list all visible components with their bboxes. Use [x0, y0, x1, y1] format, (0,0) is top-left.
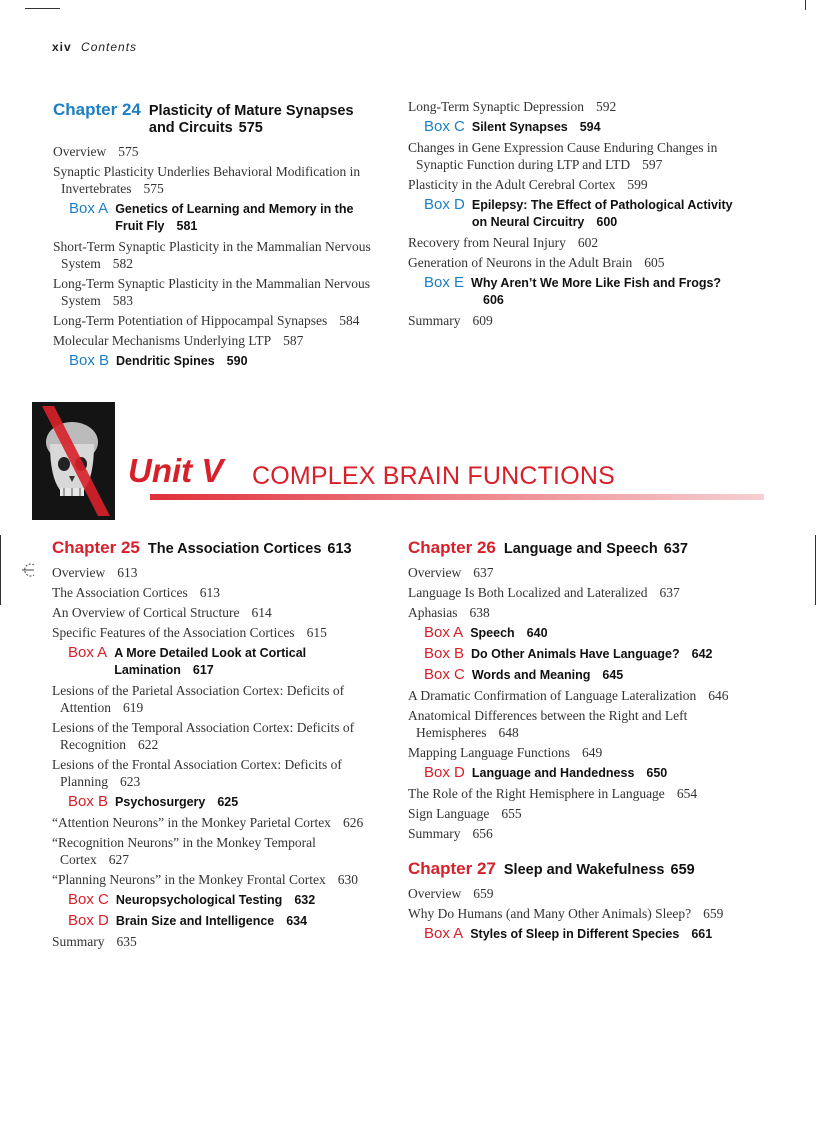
- unit-rule: [150, 494, 764, 500]
- page-ref: 642: [691, 647, 713, 661]
- chapter-label: Chapter 24: [53, 100, 141, 119]
- entry-title: Overview: [53, 144, 107, 159]
- box-title: Styles of Sleep in Different Species 661: [470, 927, 713, 941]
- page-ref: 635: [116, 934, 137, 949]
- page-ref: 599: [627, 177, 648, 192]
- toc-box-entry[interactable]: [424, 925, 738, 943]
- toc-entry[interactable]: [52, 682, 382, 716]
- toc-entry[interactable]: [408, 785, 738, 802]
- toc-entry[interactable]: [52, 604, 382, 621]
- chapter-heading: [52, 538, 382, 558]
- skull-image: [32, 402, 115, 520]
- toc-entry[interactable]: [53, 238, 383, 272]
- entry-title: Lesions of the Parietal Association Cortex: Deficits of Attention: [52, 683, 345, 715]
- page-ref: 634: [286, 914, 308, 928]
- box-label: Box E: [424, 274, 465, 291]
- page-ref: 630: [337, 872, 358, 887]
- box-label: Box D: [68, 912, 109, 929]
- toc-entry[interactable]: [52, 871, 382, 888]
- toc-entry[interactable]: [408, 312, 738, 329]
- toc-entry[interactable]: [53, 163, 383, 197]
- toc-box-entry[interactable]: [68, 912, 382, 930]
- entry-title: “Planning Neurons” in the Monkey Frontal Cortex: [52, 872, 326, 887]
- ch24-right-column: [408, 98, 738, 332]
- box-label: Box A: [69, 200, 109, 217]
- toc-list: [53, 143, 383, 370]
- page-ref: 594: [579, 120, 601, 134]
- page-ref: 587: [283, 333, 304, 348]
- box-title: Dendritic Spines 590: [116, 354, 248, 368]
- ch26-column: [408, 538, 738, 946]
- box-title: Psychosurgery 625: [115, 795, 239, 809]
- toc-entry[interactable]: [408, 604, 738, 621]
- top-rule: [25, 8, 60, 9]
- toc-entry[interactable]: [408, 905, 738, 922]
- entry-title: Language Is Both Localized and Lateralized: [408, 585, 648, 600]
- page-ref: 623: [120, 774, 141, 789]
- page-ref: 627: [108, 852, 129, 867]
- crop-mark: [805, 0, 806, 10]
- entry-title: Plasticity in the Adult Cerebral Cortex: [408, 177, 616, 192]
- toc-list: [52, 564, 382, 950]
- toc-entry[interactable]: [408, 805, 738, 822]
- page-ref: 592: [596, 99, 617, 114]
- chapter-title: The Association Cortices 613: [147, 541, 352, 557]
- page-ref: 622: [138, 737, 159, 752]
- chapter-title: Language and Speech 637: [503, 541, 688, 557]
- registration-mark-icon: [22, 563, 36, 577]
- entry-title: Lesions of the Frontal Association Cortex: Deficits of Planning: [52, 757, 342, 789]
- entry-title: Generation of Neurons in the Adult Brain: [408, 255, 633, 270]
- box-title: Words and Meaning 645: [471, 668, 624, 682]
- toc-entry[interactable]: [52, 719, 382, 753]
- page-ref: 645: [602, 668, 624, 682]
- page-number: xiv: [52, 40, 72, 54]
- chapter-heading: [408, 859, 738, 879]
- entry-title: The Association Cortices: [52, 585, 188, 600]
- toc-entry[interactable]: [52, 584, 382, 601]
- page-ref: 625: [217, 795, 239, 809]
- toc-list: [408, 564, 738, 842]
- page-ref: 626: [342, 815, 364, 830]
- toc-list: [408, 98, 738, 329]
- entry-title: Recovery from Neural Injury: [408, 235, 566, 250]
- toc-entry[interactable]: [408, 564, 738, 581]
- page-ref: 581: [176, 219, 198, 233]
- unit-title: COMPLEX BRAIN FUNCTIONS: [252, 462, 615, 490]
- toc-box-entry[interactable]: [69, 200, 383, 235]
- box-label: Box D: [424, 196, 465, 213]
- toc-entry[interactable]: [408, 825, 738, 842]
- toc-entry[interactable]: [408, 707, 738, 741]
- box-label: Box C: [68, 891, 109, 908]
- page-ref: 615: [306, 625, 327, 640]
- entry-title: Summary: [408, 826, 461, 841]
- page-ref: 649: [581, 745, 603, 760]
- toc-box-entry[interactable]: [424, 645, 738, 663]
- page-ref: 597: [642, 157, 663, 172]
- page-ref: 656: [472, 826, 493, 841]
- toc-entry[interactable]: [408, 885, 738, 902]
- toc-box-entry[interactable]: [424, 196, 738, 231]
- page-ref: 640: [526, 626, 548, 640]
- page-ref: 582: [112, 256, 134, 271]
- entry-title: Sign Language: [408, 806, 490, 821]
- entry-title: Overview: [52, 565, 106, 580]
- box-label: Box B: [68, 793, 109, 810]
- box-label: Box A: [68, 644, 108, 661]
- entry-title: Summary: [52, 934, 105, 949]
- box-label: Box B: [69, 352, 110, 369]
- box-label: Box C: [424, 118, 465, 135]
- chapter-label: Chapter 26: [408, 538, 496, 557]
- unit-name: Unit V: [128, 452, 224, 489]
- box-label: Box A: [424, 925, 464, 942]
- entry-title: Molecular Mechanisms Underlying LTP: [53, 333, 272, 348]
- toc-entry[interactable]: [52, 933, 382, 950]
- page-ref: 655: [501, 806, 522, 821]
- box-title: A More Detailed Look at Cortical Lamination 617: [114, 646, 307, 677]
- box-title: Silent Synapses 594: [471, 120, 601, 134]
- entry-title: Mapping Language Functions: [408, 745, 570, 760]
- page-ref: 659: [473, 886, 494, 901]
- entry-title: Why Do Humans (and Many Other Animals) Sleep?: [408, 906, 692, 921]
- toc-box-entry[interactable]: [424, 118, 738, 136]
- page-ref: 637: [473, 565, 494, 580]
- entry-title: Synaptic Plasticity Underlies Behavioral Modification in Invertebrates: [53, 164, 361, 196]
- ch24-left-column: [53, 100, 383, 373]
- toc-entry[interactable]: [408, 176, 738, 193]
- entry-title: An Overview of Cortical Structure: [52, 605, 240, 620]
- toc-box-entry[interactable]: [424, 666, 738, 684]
- toc-entry[interactable]: [53, 312, 383, 329]
- page-ref: 632: [294, 893, 316, 907]
- toc-box-entry[interactable]: [68, 644, 382, 679]
- toc-box-entry[interactable]: [424, 624, 738, 642]
- page-ref: 617: [192, 663, 214, 677]
- box-title: Brain Size and Intelligence 634: [115, 914, 308, 928]
- toc-entry[interactable]: [53, 332, 383, 349]
- entry-title: Aphasias: [408, 605, 458, 620]
- toc-entry[interactable]: [53, 143, 383, 160]
- toc-box-entry[interactable]: [424, 764, 738, 782]
- toc-entry[interactable]: [53, 275, 383, 309]
- page-ref: 600: [596, 215, 618, 229]
- entry-title: “Recognition Neurons” in the Monkey Temporal Cortex: [52, 835, 316, 867]
- entry-title: Overview: [408, 565, 462, 580]
- box-title: Why Aren’t We More Like Fish and Frogs?606: [471, 276, 722, 307]
- skull-icon: [32, 402, 115, 520]
- page-ref: 575: [118, 144, 139, 159]
- toc-entry[interactable]: [52, 564, 382, 581]
- running-header: [52, 40, 137, 54]
- box-label: Box D: [424, 764, 465, 781]
- entry-title: Changes in Gene Expression Cause Enduring Changes in Synaptic Function during LTP and LTD: [408, 140, 718, 172]
- page-ref: 659: [703, 906, 724, 921]
- page-ref: 614: [251, 605, 272, 620]
- entry-title: Long-Term Potentiation of Hippocampal Synapses: [53, 313, 328, 328]
- entry-title: Long-Term Synaptic Plasticity in the Mammalian Nervous System: [53, 276, 370, 308]
- box-title: Epilepsy: The Effect of Pathological Activity on Neural Circuitry 600: [471, 198, 733, 229]
- toc-entry[interactable]: [408, 254, 738, 271]
- page-ref: 605: [644, 255, 665, 270]
- chapter-title: Plasticity of Mature Synapses and Circuits 575: [148, 103, 354, 136]
- toc-entry[interactable]: [408, 139, 738, 173]
- page-ref: 613: [117, 565, 138, 580]
- toc-entry[interactable]: [52, 756, 382, 790]
- page-ref: 650: [646, 766, 668, 780]
- toc-list: [408, 885, 738, 943]
- running-title: Contents: [81, 40, 138, 54]
- entry-title: Long-Term Synaptic Depression: [408, 99, 585, 114]
- chapter-heading: [53, 100, 383, 137]
- page-ref: 590: [226, 354, 248, 368]
- toc-entry[interactable]: [52, 814, 382, 831]
- page-ref: 637: [659, 585, 680, 600]
- box-label: Box C: [424, 666, 465, 683]
- toc-entry[interactable]: [408, 687, 738, 704]
- toc-entry[interactable]: [408, 584, 738, 601]
- page-ref: 646: [708, 688, 729, 703]
- box-label: Box B: [424, 645, 465, 662]
- chapter-title: Sleep and Wakefulness 659: [503, 862, 695, 878]
- toc-box-entry[interactable]: [424, 274, 738, 309]
- page-ref: 584: [339, 313, 360, 328]
- toc-box-entry[interactable]: [68, 793, 382, 811]
- toc-box-entry[interactable]: [69, 352, 383, 370]
- entry-title: Summary: [408, 313, 461, 328]
- box-title: Genetics of Learning and Memory in the Fruit Fly 581: [115, 202, 354, 233]
- page-ref: 609: [472, 313, 493, 328]
- toc-entry[interactable]: [408, 98, 738, 115]
- toc-entry[interactable]: [408, 744, 738, 761]
- box-title: Do Other Animals Have Language? 642: [471, 647, 713, 661]
- toc-entry[interactable]: [52, 624, 382, 641]
- box-label: Box A: [424, 624, 464, 641]
- entry-title: Specific Features of the Association Cortices: [52, 625, 295, 640]
- box-title: Language and Handedness 650: [471, 766, 668, 780]
- page-ref: 648: [498, 725, 519, 740]
- toc-box-entry[interactable]: [68, 891, 382, 909]
- entry-title: A Dramatic Confirmation of Language Lateralization: [408, 688, 697, 703]
- box-title: Speech 640: [470, 626, 548, 640]
- page-ref: 619: [123, 700, 144, 715]
- chapter-heading: [408, 538, 738, 558]
- page-ref: 583: [112, 293, 134, 308]
- entry-title: “Attention Neurons” in the Monkey Parietal Cortex: [52, 815, 331, 830]
- toc-entry[interactable]: [52, 834, 382, 868]
- page-ref: 575: [143, 181, 164, 196]
- page-ref: 638: [469, 605, 490, 620]
- page-ref: 606: [483, 293, 504, 307]
- margin-rule-left: [0, 535, 1, 605]
- toc-entry[interactable]: [408, 234, 738, 251]
- box-title: Neuropsychological Testing 632: [115, 893, 316, 907]
- entry-title: Short-Term Synaptic Plasticity in the Mammalian Nervous System: [53, 239, 371, 271]
- chapter-label: Chapter 27: [408, 859, 496, 878]
- entry-title: The Role of the Right Hemisphere in Language: [408, 786, 665, 801]
- entry-title: Overview: [408, 886, 462, 901]
- page-ref: 661: [691, 927, 713, 941]
- entry-title: Anatomical Differences between the Right and Left Hemispheres: [408, 708, 688, 740]
- unit-banner: [32, 402, 732, 520]
- page-ref: 602: [577, 235, 599, 250]
- page-ref: 613: [199, 585, 220, 600]
- page-ref: 654: [676, 786, 698, 801]
- chapter-label: Chapter 25: [52, 538, 140, 557]
- entry-title: Lesions of the Temporal Association Cortex: Deficits of Recognition: [52, 720, 355, 752]
- ch25-column: [52, 538, 382, 953]
